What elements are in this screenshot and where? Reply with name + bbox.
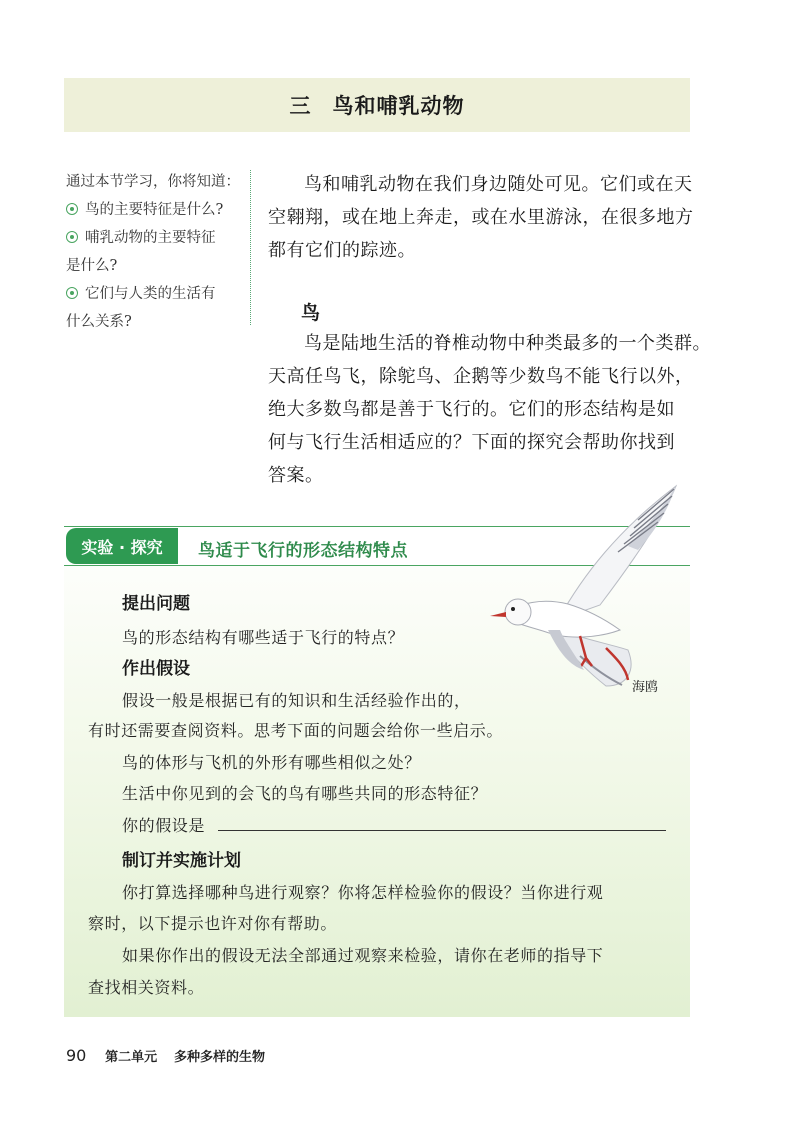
learning-goals	[66, 168, 246, 336]
goals-intro: 通过本节学习，你将知道：	[66, 174, 240, 190]
unit-label: 第二单元	[105, 1050, 158, 1065]
plan-text: 查找相关资料。	[88, 978, 205, 997]
sidebar-divider	[250, 170, 251, 325]
image-caption: 海鸥	[632, 680, 659, 695]
page-footer	[66, 1046, 265, 1065]
hypothesis-text: 有时还需要查阅资料。思考下面的问题会给你一些启示。	[88, 721, 504, 740]
intro-line: 鸟和哺乳动物在我们身边随处可见。它们或在天	[304, 174, 693, 195]
goal-text-cont: 是什么?	[66, 258, 118, 274]
hypothesis-text: 假设一般是根据已有的知识和生活经验作出的，	[122, 691, 471, 710]
bird-line: 绝大多数鸟都是善于飞行的。它们的形态结构是如	[268, 399, 675, 420]
hypothesis-question: 鸟的体形与飞机的外形有哪些相似之处？	[122, 753, 421, 772]
plan-text: 如果你作出的假设无法全部通过观察来检验，请你在老师的指导下	[122, 946, 604, 965]
seagull-image	[488, 480, 683, 690]
bullet-icon	[66, 231, 78, 243]
hypothesis-fill-line[interactable]	[218, 830, 666, 831]
goal-text: 哺乳动物的主要特征	[85, 230, 216, 246]
bird-line: 答案。	[268, 465, 324, 486]
heading-hypothesis: 作出假设	[122, 659, 190, 679]
goal-text: 鸟的主要特征是什么?	[85, 202, 224, 218]
experiment-tag: 实验 · 探究	[66, 528, 178, 564]
section-title: 鸟和哺乳动物	[332, 94, 465, 118]
experiment-title: 鸟适于飞行的形态结构特点	[198, 541, 408, 561]
bullet-icon	[66, 203, 78, 215]
goal-item	[66, 196, 246, 224]
heading-question: 提出问题	[122, 594, 190, 614]
section-title-band	[64, 78, 690, 132]
bird-line: 何与飞行生活相适应的？下面的探究会帮助你找到	[268, 432, 675, 453]
goal-item	[66, 280, 246, 308]
plan-text: 察时，以下提示也许对你有帮助。	[88, 914, 338, 933]
goal-text: 它们与人类的生活有	[85, 286, 216, 302]
section-number: 三	[289, 94, 311, 118]
heading-plan: 制订并实施计划	[122, 851, 241, 871]
plan-text: 你打算选择哪种鸟进行观察？你将怎样检验你的假设？当你进行观	[122, 883, 604, 902]
hypothesis-question: 生活中你见到的会飞的鸟有哪些共同的形态特征？	[122, 784, 488, 803]
unit-subtitle: 多种多样的生物	[173, 1050, 265, 1065]
goal-text-cont: 什么关系?	[66, 314, 132, 330]
page-number: 90	[66, 1046, 87, 1065]
goal-item	[66, 224, 246, 252]
intro-line: 空翱翔，或在地上奔走，或在水里游泳，在很多地方	[268, 207, 694, 228]
bullet-icon	[66, 287, 78, 299]
intro-paragraph	[268, 168, 698, 267]
bird-line: 鸟是陆地生活的脊椎动物中种类最多的一个类群。	[304, 333, 711, 354]
hypothesis-fill-label: 你的假设是	[122, 816, 206, 835]
question-text: 鸟的形态结构有哪些适于飞行的特点？	[122, 628, 405, 647]
bird-paragraph	[268, 327, 711, 492]
bird-line: 天高任鸟飞，除鸵鸟、企鹅等少数鸟不能飞行以外，	[268, 366, 694, 387]
bird-heading: 鸟	[301, 302, 321, 324]
intro-line: 都有它们的踪迹。	[268, 240, 416, 261]
